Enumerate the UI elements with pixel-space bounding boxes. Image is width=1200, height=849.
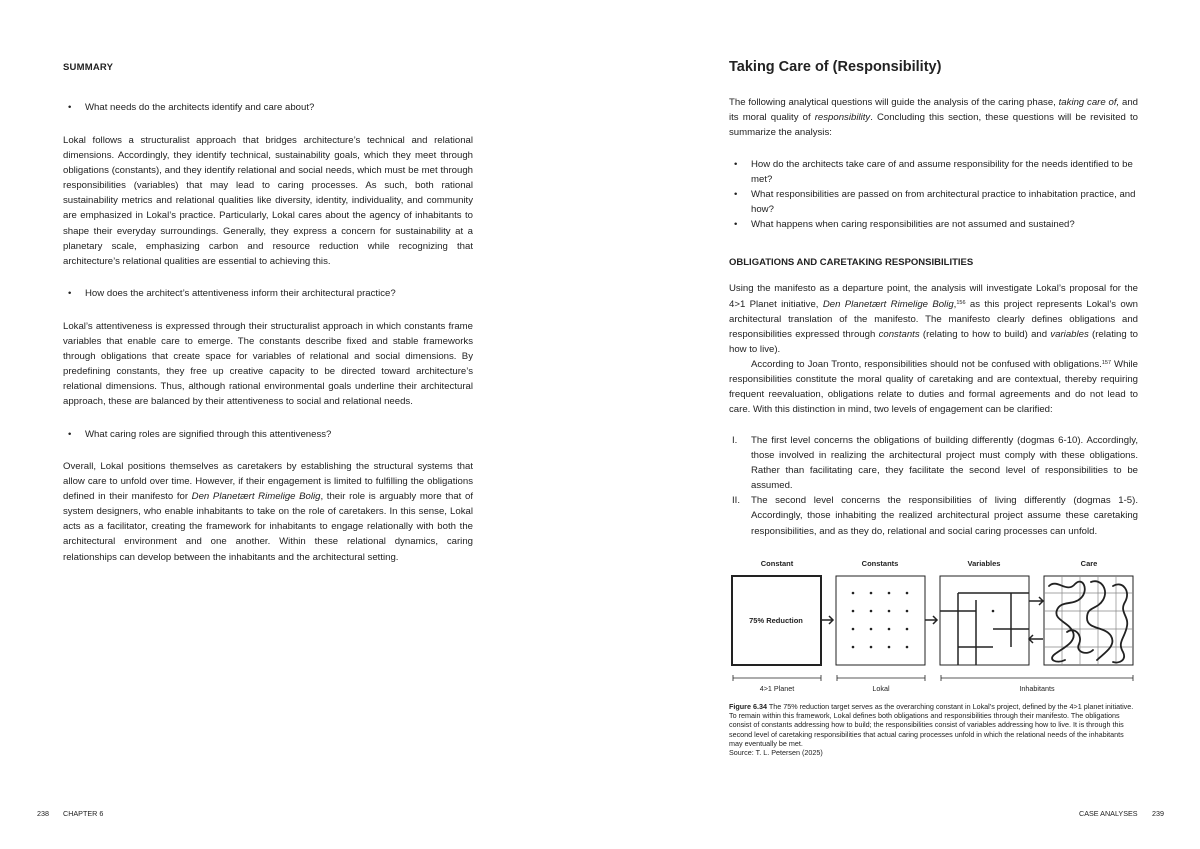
footnote-ref: 156: [956, 300, 966, 307]
arrow-icon: [821, 616, 833, 624]
question-text: How does the architect’s attentiveness inform their architectural practice?: [85, 288, 396, 299]
summary-paragraph-3: Overall, Lokal positions themselves as caretakers by establishing the structural systems that allow care to unfold over time. However, if their engagement is limited to fulfilling the obligations defined in their manifesto for Den Planetært Rimelige Bolig, their role is arguably more that of system designers, who enable inhabitants to take on the role of caretakers. In this sense, Lokal acts as a facilitator, creating the framework for inhabitants to engage relationally with both the architectural environment and one another. Within these relational dynamics, caring relationships can develop between the inhabitants and the architectural setting.: [63, 461, 473, 563]
section-title: Taking Care of (Responsibility): [729, 59, 942, 75]
arrow-icon: [1029, 597, 1043, 605]
bullet-icon: •: [68, 288, 72, 299]
variables-box: [940, 576, 1029, 665]
question-bullet-1: [68, 100, 314, 115]
col-label-constants: Constants: [861, 559, 899, 568]
summary-heading: SUMMARY: [63, 62, 114, 73]
arrow-icon: [925, 616, 937, 624]
engagement-levels: [729, 433, 1138, 539]
question-text: What caring roles are signified through this attentiveness?: [85, 429, 332, 440]
question-item: • What happens when caring responsibilities are not assumed and sustained?: [729, 217, 1138, 232]
bullet-icon: •: [734, 159, 738, 170]
figure-diagram: [727, 556, 1139, 696]
question-item: • How do the architects take care of and assume responsibility for the needs identified to be met?: [734, 159, 1133, 186]
page-number-left: 238: [37, 809, 49, 818]
care-squiggles: [1049, 581, 1127, 662]
figure-source: Source: T. L. Petersen (2025): [729, 748, 823, 758]
page-number-right: 239: [1152, 809, 1164, 818]
level-item: I. The first level concerns the obligations of building differently (dogmas 6-10). Accordingly, those involved in realizing the architectural project must comply with these obligations. Rather than facilitating care, they facilitate the second level of responsibilities to be assumed.: [732, 435, 1138, 492]
question-bullet-3: [68, 427, 331, 442]
footnote-ref: 157: [1101, 360, 1112, 366]
question-item: • What responsibilities are passed on from architectural practice to inhabitation practice, and how?: [734, 189, 1136, 216]
figure-number: Figure 6.34: [729, 702, 767, 711]
bullet-icon: •: [68, 102, 72, 113]
level-item: II. The second level concerns the responsibilities of living differently (dogmas 1-5). Accordingly, those inhabiting the realized architectural project assume these caretaking responsibilities, and as they do, relational and social caring processes can unfold.: [732, 495, 1138, 537]
col-label-constant: Constant: [760, 559, 794, 568]
question-bullet-2: [68, 286, 396, 301]
bullet-icon: •: [734, 189, 738, 201]
bottom-brackets: [733, 675, 1133, 681]
section-label: CASE ANALYSES: [1079, 809, 1138, 818]
bullet-icon: •: [734, 219, 738, 231]
variables-walls: [940, 593, 1029, 665]
bullet-icon: •: [68, 429, 72, 440]
figure-caption: Figure 6.34 The 75% reduction target serves as the overarching constant in Lokal’s project, defined by the 4>1 planet initiative. To remain within this framework, Lokal defines both obligations and responsibilities through their manifesto. The obligations consist of constants addressing how to build; the responsibilities consist of variables addressing how to live. It is through this second level of caretaking responsibilities that actual caring processes unfold in which the relational needs of the inhabitants may eventually be met. Source: T. L. Petersen (2025): [729, 702, 1134, 758]
body-paragraph-2: According to Joan Tronto, responsibilities should not be confused with obligations.$^{157}$ While responsibilities constitute the moral quality of caretaking and are contextual, thereby requiring frequent reevaluation, obligations relate to duties and formal agreements and do not lead to care. With this distinction in mind, two levels of engagement can be clarified:: [729, 359, 1138, 416]
bottom-label-lokal: Lokal: [872, 684, 890, 693]
chapter-label: CHAPTER 6: [63, 809, 104, 818]
body-paragraph-1: Using the manifesto as a departure point, the analysis will investigate Lokal’s proposal for the 4>1 Planet initiative, Den Planetært Rimelige Bolig,$^{156}$ as this project represents Lokal’s own architectural translation of the manifesto. The manifesto clearly defines obligations and responsibilities expressed through constants (relating to how to build) and variables (relating to how to live).: [729, 283, 1139, 356]
col-label-care: Care: [1080, 559, 1098, 568]
bottom-label-inhabitants: Inhabitants: [1019, 684, 1055, 693]
col-label-variables: Variables: [967, 559, 1001, 568]
analytical-questions: [729, 157, 1138, 232]
constants-dots: [852, 592, 909, 649]
constants-box: [836, 576, 925, 665]
arrow-icon: [1029, 635, 1043, 643]
summary-paragraph-1: Lokal follows a structuralist approach that bridges architecture’s technical and relational dimensions. Accordingly, they identify technical, sustainability goals, which they meet through obligations (constants), and they identify relational and social needs, which must be met through responsibilities (variables) that may lead to caring processes. As such, both rational sustainability metrics and relational qualities like diversity, identity, individuality, and community are emphasized in Lokal’s practice. Particularly, Lokal cares about the agency of inhabitants to shape their everyday surroundings. Generally, they express a concern for sustainability at a planetary scale, emphasizing carbon and resource reduction while recognizing that architecture’s relational qualities are essential to achieving this.: [63, 135, 473, 267]
reduction-label: 75% Reduction: [749, 616, 803, 625]
manifesto-title: Den Planetært Rimelige Bolig: [191, 491, 321, 503]
intro-paragraph: The following analytical questions will guide the analysis of the caring phase, taking care of, and its moral quality of responsibility. Concluding this section, these questions will be revisited to summarize the analysis:: [729, 97, 1138, 139]
summary-paragraph-2: Lokal’s attentiveness is expressed through their structuralist approach in which constants frame variables that enable care to emerge. The constants describe fixed and stable frameworks through obligations that create space for variables of relational and social dimensions. By predefining constants, they free up creative capacity to be directed toward architecture’s relational dimensions. Thus, although rational environmental goals underline their architectural approach, these are balanced by their attentiveness to social and relational needs.: [63, 321, 473, 408]
question-text: What needs do the architects identify and care about?: [85, 102, 315, 113]
subheading: OBLIGATIONS AND CARETAKING RESPONSIBILITIES: [729, 257, 974, 268]
bottom-label-planet: 4>1 Planet: [759, 684, 795, 693]
